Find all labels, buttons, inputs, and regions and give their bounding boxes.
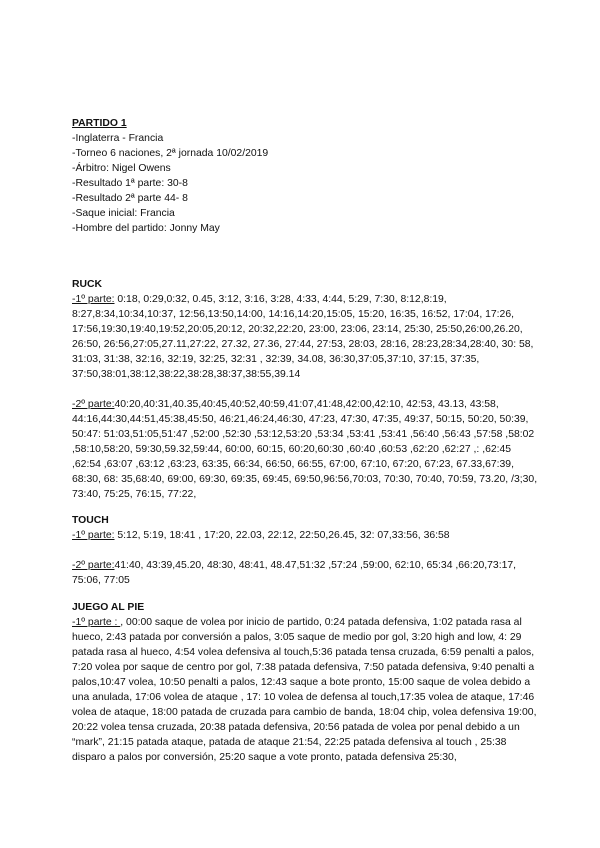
- match-man-of-the-match: -Hombre del partido: Jonny May: [72, 223, 220, 234]
- touch-first-half-label: -1º parte:: [72, 530, 115, 541]
- touch-heading: TOUCH: [72, 515, 109, 526]
- match-referee: -Árbitro: Nigel Owens: [72, 163, 171, 174]
- match-info-section: [72, 116, 542, 236]
- touch-second-half: [72, 558, 542, 588]
- touch-second-half-label: -2º parte:: [72, 560, 115, 571]
- kicking-game-first-half-label: -1º parte :: [72, 617, 121, 628]
- touch-second-half-times: 41:40, 43:39,45.20, 48:30, 48:41, 48.47,51:32 ,57:24 ,59:00, 62:10, 65:34 ,66:20,73:17, 75:06, 77:05: [72, 560, 517, 586]
- match-result-first-half: -Resultado 1ª parte: 30-8: [72, 178, 188, 189]
- touch-section: [72, 513, 542, 588]
- touch-first-half-times: 5:12, 5:19, 18:41 , 17:20, 22.03, 22:12, 22:50,26.45, 32: 07,33:56, 36:58: [114, 530, 450, 541]
- match-title: PARTIDO 1: [72, 118, 127, 129]
- kicking-game-heading: JUEGO AL PIE: [72, 602, 145, 613]
- match-kickoff: -Saque inicial: Francia: [72, 208, 175, 219]
- ruck-first-half-times: 0:18, 0:29,0:32, 0.45, 3:12, 3:16, 3:28, 4:33, 4:44, 5:29, 7:30, 8:12,8:19, 8:27,8:34,10:34,10:37, 12:56,13:50,14:00, 14:16,14:20,15:05, 15:20, 16:35, 16:52, 17:04, 17:26, 17:56,19:30,19:40,19:52,20:05,20:12, 20:32,22:20, 23:00, 23:06, 23:14, 25:30, 25:50,26:00,26.20, 26:50, 26:56,27:05,27.11,27:22, 27.32, 27.36, 27:44, 27:53, 28:03, 28:16, 28:23,28:34,28:40, 30: 58, 31:03, 31:38, 32:16, 32:19, 32:25, 32:31 , 32:39, 34.08, 36:30,37:05,37:10, 37:15, 37:35, 37:50,38:01,38:12,38:22,38:28,38:37,38:55,39.14: [72, 294, 534, 380]
- match-tournament: -Torneo 6 naciones, 2ª jornada 10/02/2019: [72, 148, 269, 159]
- ruck-section: [72, 277, 542, 502]
- kicking-game-section: [72, 600, 542, 765]
- kicking-game-first-half: [72, 615, 542, 765]
- ruck-second-half-times: 40:20,40:31,40.35,40:45,40:52,40:59,41:07,41:48,42:00,42:10, 42:53, 43.13, 43:58, 44:16,44:30,44:51,45:38,45:50, 46:21,46:24,46:30, 47:23, 47:30, 47:35, 49:37, 50:15, 50:20, 50:39, 50:47: 51:03,51:05,51:47 ,52:00 ,52:30 ,53:12,53:20 ,53:34 ,53:41 ,53:41 ,56:40 ,56:43 ,57:58 ,58:02 ,58:10,58:20, 59:30,59.32,59:44, 60:00, 60:15, 60:20,60:30 ,60:40 ,60:53 ,62:20 ,62:27 ,: ,62:45 ,62:54 ,63:07 ,63:12 ,63:23, 63:35, 66:34, 66:50, 66:55, 67:00, 67:10, 67:20, 67:23, 67.33,67:39, 68:30, 68: 35,68:40, 69:00, 69:30, 69:35, 69:45, 69:50,96:56,70:03, 70:30, 70:40, 70:59, 73.20, /3;30, 73:40, 75:25, 76:15, 77:22,: [72, 399, 538, 500]
- match-result-second-half: -Resultado 2ª parte 44- 8: [72, 193, 188, 204]
- ruck-first-half: [72, 292, 542, 382]
- match-teams: -Inglaterra - Francia: [72, 133, 164, 144]
- ruck-second-half-label: -2º parte:: [72, 399, 115, 410]
- ruck-first-half-label: -1º parte:: [72, 294, 115, 305]
- ruck-heading: RUCK: [72, 279, 103, 290]
- kicking-game-first-half-text: , 00:00 saque de volea por inicio de partido, 0:24 patada defensiva, 1:02 patada rasa al hueco, 2:43 patada por conversión a palos, 3:05 saque de medio por gol, 3:20 high and low, 4: 29 patada rasa al hueco, 4:54 volea defensiva al touch,5:36 patada tensa cruzada, 6:59 penalti a palos, 7:20 volea por saque de centro por gol, 7:38 patada defensiva, 7:50 patada defensiva, 9:40 penalti a palos,10:47 volea, 10:50 penalti a palos, 12:43 saque a bote pronto, 15:00 saque de volea debido a una anulada, 17:06 volea de ataque , 17: 10 volea de defensa al touch,17:35 volea de ataque, 17:46 volea de ataque, 18:00 patada de cruzada para cambio de banda, 18:04 chip, volea defensiva 19:00, 20:22 volea tensa cruzada, 20:38 patada defensiva, 20:56 patada de volea por penal debido a un “mark”, 21:15 patada ataque, patada de ataque 21:54, 22:25 patada defensiva al touch , 25:38 disparo a palos por conversión, 25:20 saque a vote pronto, patada defensiva 25:30,: [72, 617, 537, 763]
- touch-first-half: [72, 528, 542, 543]
- ruck-second-half: [72, 397, 542, 502]
